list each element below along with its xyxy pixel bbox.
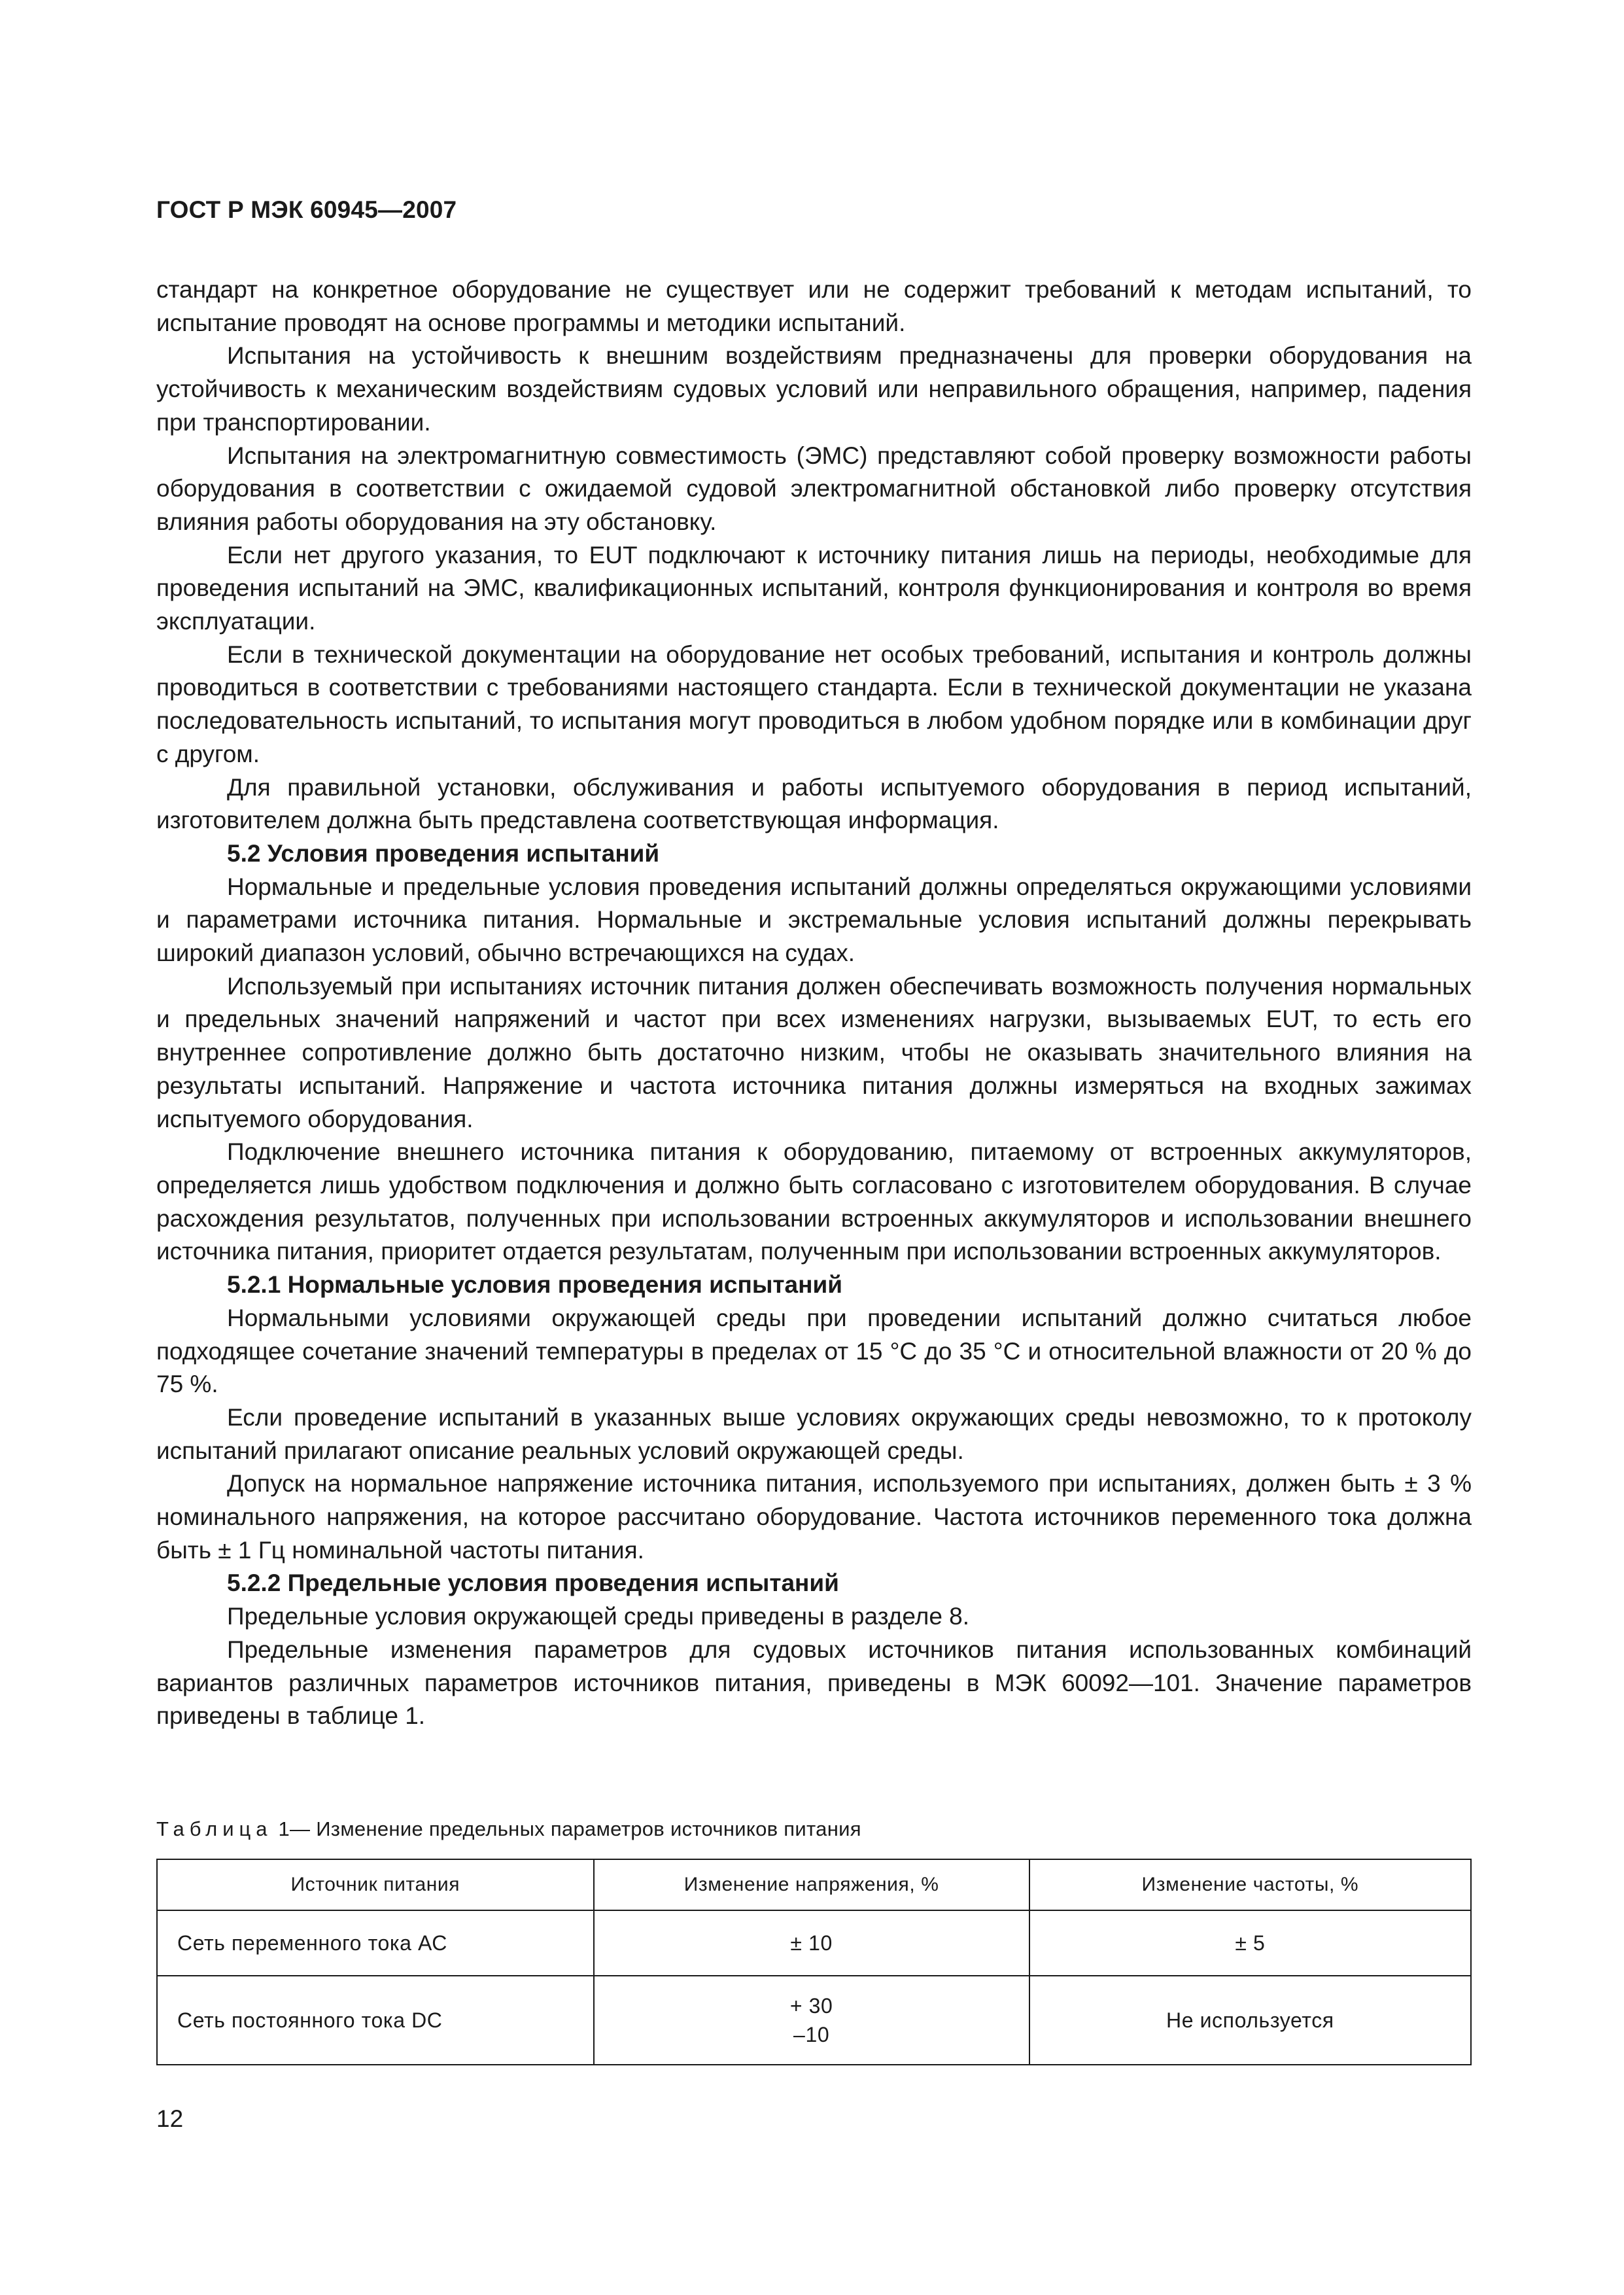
paragraph: Если в технической документации на оборудование нет особых требований, испытания и контроль должны проводиться в соответствии с требованиями настоящего стандарта. Если в технической документации не указана последовательность испытаний, то испытания могут проводиться в любом удобном порядке или в комбинации друг с другом. xyxy=(156,640,1472,767)
paragraph: Предельные условия окружающей среды приведены в разделе 8. xyxy=(227,1603,970,1630)
section-heading-5-2-2: 5.2.2 Предельные условия проведения испытаний xyxy=(227,1569,839,1597)
body-text xyxy=(156,273,1472,1733)
table-header-row xyxy=(157,1859,1471,1910)
cell-frequency: ± 5 xyxy=(1029,1910,1471,1976)
section-heading-5-2-1: 5.2.1 Нормальные условия проведения испытаний xyxy=(227,1271,842,1299)
cell-frequency: Не используется xyxy=(1029,1976,1471,2065)
table-caption-label: Таблица xyxy=(156,1817,273,1840)
table-row xyxy=(157,1976,1471,2065)
paragraph: Нормальными условиями окружающей среды при проведении испытаний должно считаться любое подходящее сочетание значений температуры в пределах от 15 °С до 35 °С и относительной влажности от 20 % до 75 %. xyxy=(156,1304,1472,1398)
cell-voltage xyxy=(594,1976,1029,2065)
paragraph: Если нет другого указания, то EUT подключают к источнику питания лишь на периоды, необходимые для проведения испытаний на ЭМС, квалификационных испытаний, контроля функционирования и контроля во время эксплуатации. xyxy=(156,541,1472,635)
column-header-frequency: Изменение частоты, % xyxy=(1029,1859,1471,1910)
paragraph: Испытания на электромагнитную совместимость (ЭМС) представляют собой проверку возможности работы оборудования в соответствии с ожидаемой судовой электромагнитной обстановкой либо проверку отсутствия влияния работы оборудования на эту обстановку. xyxy=(156,442,1472,535)
column-header-voltage: Изменение напряжения, % xyxy=(594,1859,1029,1910)
standard-header: ГОСТ Р МЭК 60945—2007 xyxy=(156,196,457,223)
paragraph: стандарт на конкретное оборудование не существует или не содержит требований к методам испытаний, то испытание проводят на основе программы и методики испытаний. xyxy=(156,276,1472,336)
paragraph: Для правильной установки, обслуживания и работы испытуемого оборудования в период испытаний, изготовителем должна быть представлена соответствующая информация. xyxy=(156,773,1472,834)
table-row xyxy=(157,1910,1471,1976)
paragraph: Допуск на нормальное напряжение источника питания, используемого при испытаниях, должен быть ± 3 % номинального напряжения, на которое рассчитано оборудование. Частота источников переменного тока должна быть ± 1 Гц номинальной частоты питания. xyxy=(156,1470,1472,1564)
paragraph: Подключение внешнего источника питания к оборудованию, питаемому от встроенных аккумуляторов, определяется лишь удобством подключения и должно быть согласовано с изготовителем оборудования. В случае расхождения результатов, полученных при использовании встроенных аккумуляторов и использовании внешнего источника питания, приоритет отдается результатам, полученным при использовании встроенных аккумуляторов. xyxy=(156,1138,1472,1265)
column-header-source: Источник питания xyxy=(157,1859,594,1910)
cell-source: Сеть постоянного тока DC xyxy=(157,1976,594,2065)
power-parameters-table xyxy=(156,1859,1472,2065)
cell-voltage: ± 10 xyxy=(594,1910,1029,1976)
paragraph: Испытания на устойчивость к внешним воздействиям предназначены для проверки оборудования на устойчивость к механическим воздействиям судовых условий или неправильного обращения, например, падения при транспортировании. xyxy=(156,342,1472,436)
table-caption-title: 1— Изменение предельных параметров источников питания xyxy=(272,1817,861,1840)
cell-source: Сеть переменного тока АС xyxy=(157,1910,594,1976)
paragraph: Используемый при испытаниях источник питания должен обеспечивать возможность получения нормальных и предельных значений напряжений и частот при всех изменениях нагрузки, вызываемых EUT, то есть его внутреннее сопротивление должно быть достаточно низким, чтобы не оказывать значительного влияния на результаты испытаний. Напряжение и частота источника питания должны измеряться на входных зажимах испытуемого оборудования. xyxy=(156,972,1472,1132)
paragraph: Нормальные и предельные условия проведения испытаний должны определяться окружающими условиями и параметрами источника питания. Нормальные и экстремальные условия испытаний должны перекрывать широкий диапазон условий, обычно встречающихся на судах. xyxy=(156,873,1472,967)
section-heading-5-2: 5.2 Условия проведения испытаний xyxy=(227,839,660,867)
table-caption xyxy=(156,1817,861,1841)
page-number: 12 xyxy=(156,2105,184,2132)
paragraph: Если проведение испытаний в указанных выше условиях окружающих среды невозможно, то к протоколу испытаний прилагают описание реальных условий окружающей среды. xyxy=(156,1403,1472,1464)
paragraph: Предельные изменения параметров для судовых источников питания использованных комбинаций вариантов различных параметров источников питания, приведены в МЭК 60092—101. Значение параметров приведены в таблице 1. xyxy=(156,1636,1472,1730)
voltage-plus: + 30 xyxy=(789,1994,833,2018)
voltage-minus: –10 xyxy=(793,2023,830,2046)
